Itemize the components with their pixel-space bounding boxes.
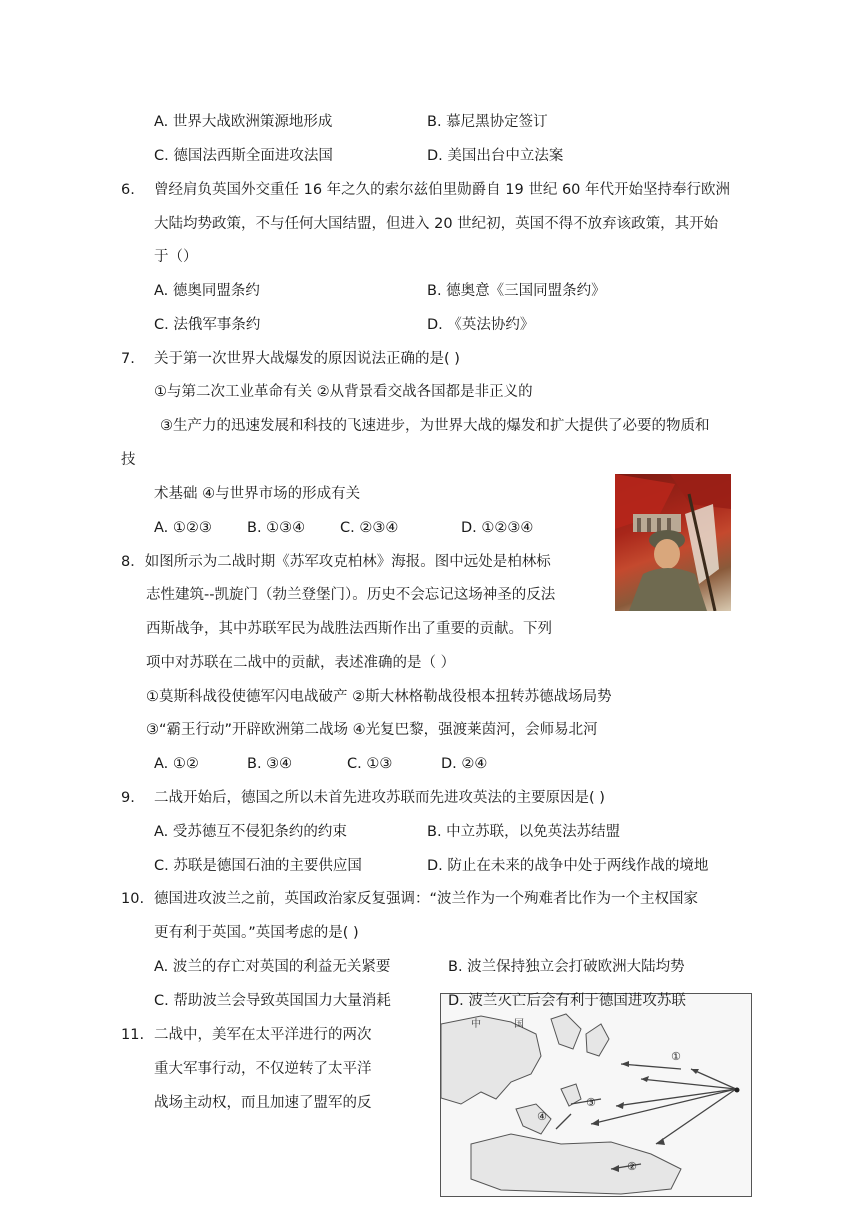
q5-option-a: A. 世界大战欧洲策源地形成	[154, 114, 333, 130]
map-marker-4: ④	[537, 1110, 547, 1123]
pacific-war-map	[440, 993, 752, 1197]
q10-option-d: D. 波兰灭亡后会有利于德国进攻苏联	[448, 993, 686, 1009]
q7-option-a: A. ①②③	[154, 520, 212, 536]
q6-option-c: C. 法俄军事条约	[154, 317, 261, 333]
q7-stem-line2: ①与第二次工业革命有关 ②从背景看交战各国都是非正义的	[154, 384, 533, 400]
q7-option-d: D. ①②③④	[461, 520, 534, 536]
q7-option-c: C. ②③④	[340, 520, 399, 536]
map-label-china-2: 国	[514, 1019, 524, 1030]
poster-illustration	[615, 474, 731, 611]
q9-option-c: C. 苏联是德国石油的主要供应国	[154, 858, 362, 874]
q10-stem-line1: 德国进攻波兰之前，英国政治家反复强调：“波兰作为一个殉难者比作为一个主权国家	[154, 891, 699, 907]
soviet-poster-image	[615, 474, 731, 611]
q10-option-b: B. 波兰保持独立会打破欧洲大陆均势	[448, 959, 685, 975]
map-illustration	[441, 994, 751, 1196]
q8-stem-line4: 项中对苏联在二战中的贡献，表述准确的是（ ）	[146, 655, 456, 671]
q6-option-a: A. 德奥同盟条约	[154, 283, 260, 299]
q10-option-a: A. 波兰的存亡对英国的利益无关紧要	[154, 959, 391, 975]
q8-stem-line3: 西斯战争，其中苏联军民为战胜法西斯作出了重要的贡献。下列	[146, 621, 552, 637]
q7-stem-line1: 关于第一次世界大战爆发的原因说法正确的是( )	[154, 351, 460, 367]
q7-stem-line5: 术基础 ④与世界市场的形成有关	[154, 486, 361, 502]
map-marker-3: ③	[586, 1096, 596, 1109]
q9-stem-line1: 二战开始后，德国之所以未首先进攻苏联而先进攻英法的主要原因是( )	[154, 790, 605, 806]
q8-stem-line5: ①莫斯科战役使德军闪电战破产 ②斯大林格勒战役根本扭转苏德战场局势	[146, 689, 612, 705]
map-marker-2: ②	[627, 1160, 637, 1173]
q8-stem-line6: ③“霸王行动”开辟欧洲第二战场 ④光复巴黎，强渡莱茵河，会师易北河	[146, 722, 598, 738]
q11-stem-line1: 二战中，美军在太平洋进行的两次	[154, 1027, 372, 1043]
q7-option-b: B. ①③④	[247, 520, 306, 536]
q6-stem-line3: 于（）	[154, 249, 198, 265]
q7-stem-line3: ③生产力的迅速发展和科技的飞速进步，为世界大战的爆发和扩大提供了必要的物质和	[160, 418, 710, 434]
q11-stem-line2: 重大军事行动，不仅逆转了太平洋	[154, 1061, 372, 1077]
q9-option-b: B. 中立苏联，以免英法苏结盟	[427, 824, 621, 840]
q6-stem-line1: 曾经肩负英国外交重任 16 年之久的索尔兹伯里勋爵自 19 世纪 60 年代开始坚持奉行欧洲	[154, 182, 731, 198]
q5-option-c: C. 德国法西斯全面进攻法国	[154, 148, 333, 164]
q11-stem-line3: 战场主动权，而且加速了盟军的反	[154, 1095, 372, 1111]
q6-option-b: B. 德奥意《三国同盟条约》	[427, 283, 606, 299]
q8-option-d: D. ②④	[441, 756, 488, 772]
q6-stem-line2: 大陆均势政策，不与任何大国结盟，但进入 20 世纪初，英国不得不放弃该政策，其开始	[154, 216, 719, 232]
q9-option-a: A. 受苏德互不侵犯条约的约束	[154, 824, 347, 840]
q5-option-b: B. 慕尼黑协定签订	[427, 114, 548, 130]
q7-number: 7.	[121, 351, 135, 367]
q9-option-d: D. 防止在未来的战争中处于两线作战的境地	[427, 858, 709, 874]
q6-number: 6.	[121, 182, 135, 198]
q8-option-a: A. ①②	[154, 756, 199, 772]
q10-number: 10.	[121, 891, 145, 907]
q11-number: 11.	[121, 1027, 145, 1043]
q10-option-c: C. 帮助波兰会导致英国国力大量消耗	[154, 993, 391, 1009]
q7-stem-line4: 技	[121, 452, 136, 468]
q9-number: 9.	[121, 790, 135, 806]
map-label-china-1: 中	[471, 1019, 481, 1030]
q6-option-d: D. 《英法协约》	[427, 317, 535, 333]
q5-option-d: D. 美国出台中立法案	[427, 148, 564, 164]
q10-stem-line2: 更有利于英国。”英国考虑的是( )	[154, 925, 359, 941]
q8-stem-line1: 8．如图所示为二战时期《苏军攻克柏林》海报。图中远处是柏林标	[121, 554, 551, 570]
q8-option-b: B. ③④	[247, 756, 293, 772]
q8-stem-line2: 志性建筑--凯旋门（勃兰登堡门）。历史不会忘记这场神圣的反法	[146, 587, 556, 603]
q8-option-c: C. ①③	[347, 756, 393, 772]
map-marker-1: ①	[671, 1050, 681, 1063]
